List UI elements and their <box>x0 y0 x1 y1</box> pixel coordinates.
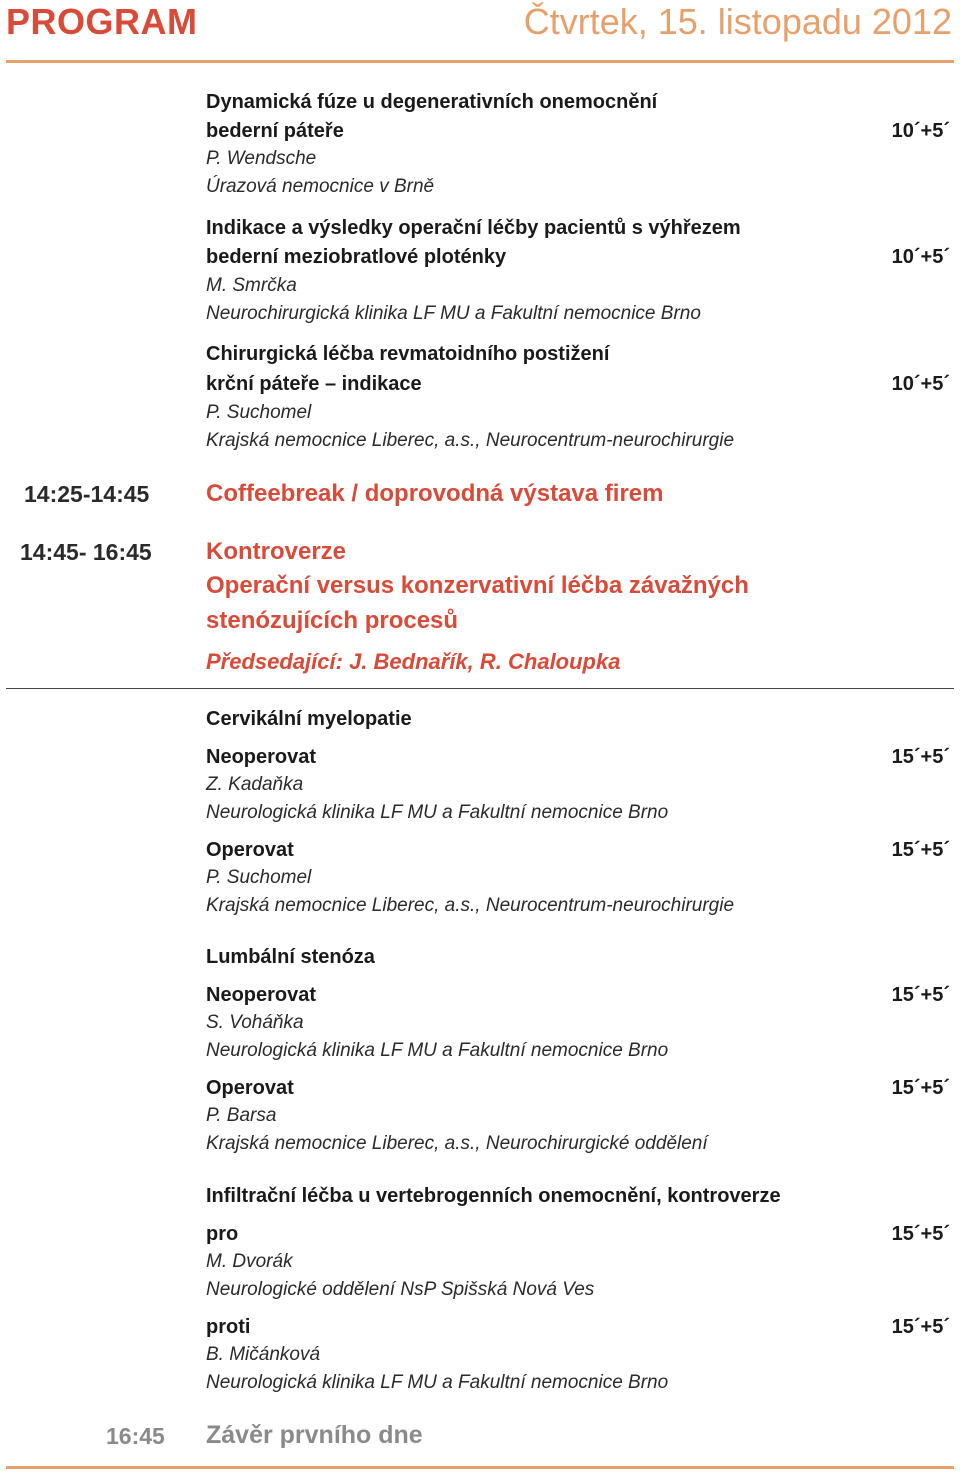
talk-speaker: P. Suchomel <box>206 402 312 423</box>
session-divider <box>6 688 954 689</box>
session-chairs: Předsedající: J. Bednařík, R. Chaloupka <box>206 649 621 674</box>
talk-speaker: B. Mičánková <box>206 1344 321 1365</box>
talk-title: Neoperovat <box>206 984 317 1006</box>
talk-duration: 15´+5´ <box>891 1316 950 1338</box>
talk-speaker: S. Voháňka <box>206 1012 304 1033</box>
talk-affiliation: Neurochirurgická klinika LF MU a Fakultní nemocnice Brno <box>206 303 701 324</box>
talk-affiliation: Neurologická klinika LF MU a Fakultní nemocnice Brno <box>206 1040 669 1061</box>
section-heading: Infiltrační léčba u vertebrogenních onemocnění, kontroverze <box>206 1185 781 1207</box>
talk-speaker: P. Suchomel <box>206 867 312 888</box>
talk-affiliation: Krajská nemocnice Liberec, a.s., Neurocentrum-neurochirurgie <box>206 895 735 916</box>
talk-title-line2: krční páteře – indikace <box>206 373 422 395</box>
talk-affiliation: Krajská nemocnice Liberec, a.s., Neurocentrum-neurochirurgie <box>206 430 735 451</box>
talk-title-line2: bederní páteře <box>206 120 344 142</box>
session-subtitle-line2: stenózujících procesů <box>206 607 459 634</box>
talk-speaker: P. Barsa <box>206 1105 277 1126</box>
talk-affiliation: Neurologické oddělení NsP Spišská Nová Ves <box>206 1279 595 1300</box>
talk-affiliation: Neurologická klinika LF MU a Fakultní nemocnice Brno <box>206 802 669 823</box>
talk-affiliation: Úrazová nemocnice v Brně <box>206 176 435 197</box>
talk-speaker: M. Dvorák <box>206 1251 293 1272</box>
talk-title: Operovat <box>206 1077 294 1099</box>
coffee-time: 14:25-14:45 <box>24 481 150 507</box>
section-heading: Lumbální stenóza <box>206 946 375 968</box>
footer-rule <box>6 1466 954 1469</box>
talk-duration: 10´+5´ <box>891 373 950 395</box>
talk-affiliation: Krajská nemocnice Liberec, a.s., Neurochirurgické oddělení <box>206 1133 708 1154</box>
section-heading: Cervikální myelopatie <box>206 708 412 730</box>
session-time: 14:45- 16:45 <box>20 539 152 565</box>
talk-duration: 10´+5´ <box>891 246 950 268</box>
talk-title: pro <box>206 1223 239 1245</box>
closing-title: Závěr prvního dne <box>206 1421 423 1449</box>
talk-duration: 15´+5´ <box>891 839 950 861</box>
date-heading: Čtvrtek, 15. listopadu 2012 <box>523 1 952 42</box>
header-rule <box>6 60 954 63</box>
talk-title: Neoperovat <box>206 746 317 768</box>
talk-affiliation: Neurologická klinika LF MU a Fakultní nemocnice Brno <box>206 1372 669 1393</box>
talk-title: Operovat <box>206 839 294 861</box>
talk-duration: 15´+5´ <box>891 984 950 1006</box>
talk-title-line1: Dynamická fúze u degenerativních onemocnění <box>206 91 658 113</box>
talk-speaker: Z. Kadaňka <box>206 774 304 795</box>
talk-duration: 15´+5´ <box>891 1223 950 1245</box>
talk-duration: 15´+5´ <box>891 746 950 768</box>
closing-time: 16:45 <box>106 1423 165 1449</box>
talk-speaker: P. Wendsche <box>206 148 317 169</box>
talk-speaker: M. Smrčka <box>206 275 297 296</box>
talk-title-line2: bederní meziobratlové ploténky <box>206 246 507 268</box>
page-title: PROGRAM <box>6 1 198 42</box>
talk-duration: 15´+5´ <box>891 1077 950 1099</box>
session-title: Kontroverze <box>206 538 347 565</box>
talk-title-line1: Chirurgická léčba revmatoidního postižení <box>206 343 610 365</box>
coffee-title: Coffeebreak / doprovodná výstava firem <box>206 480 664 507</box>
talk-title: proti <box>206 1316 251 1338</box>
talk-duration: 10´+5´ <box>891 120 950 142</box>
session-subtitle-line1: Operační versus konzervativní léčba závažných <box>206 572 749 599</box>
talk-title-line1: Indikace a výsledky operační léčby pacientů s výhřezem <box>206 217 741 239</box>
